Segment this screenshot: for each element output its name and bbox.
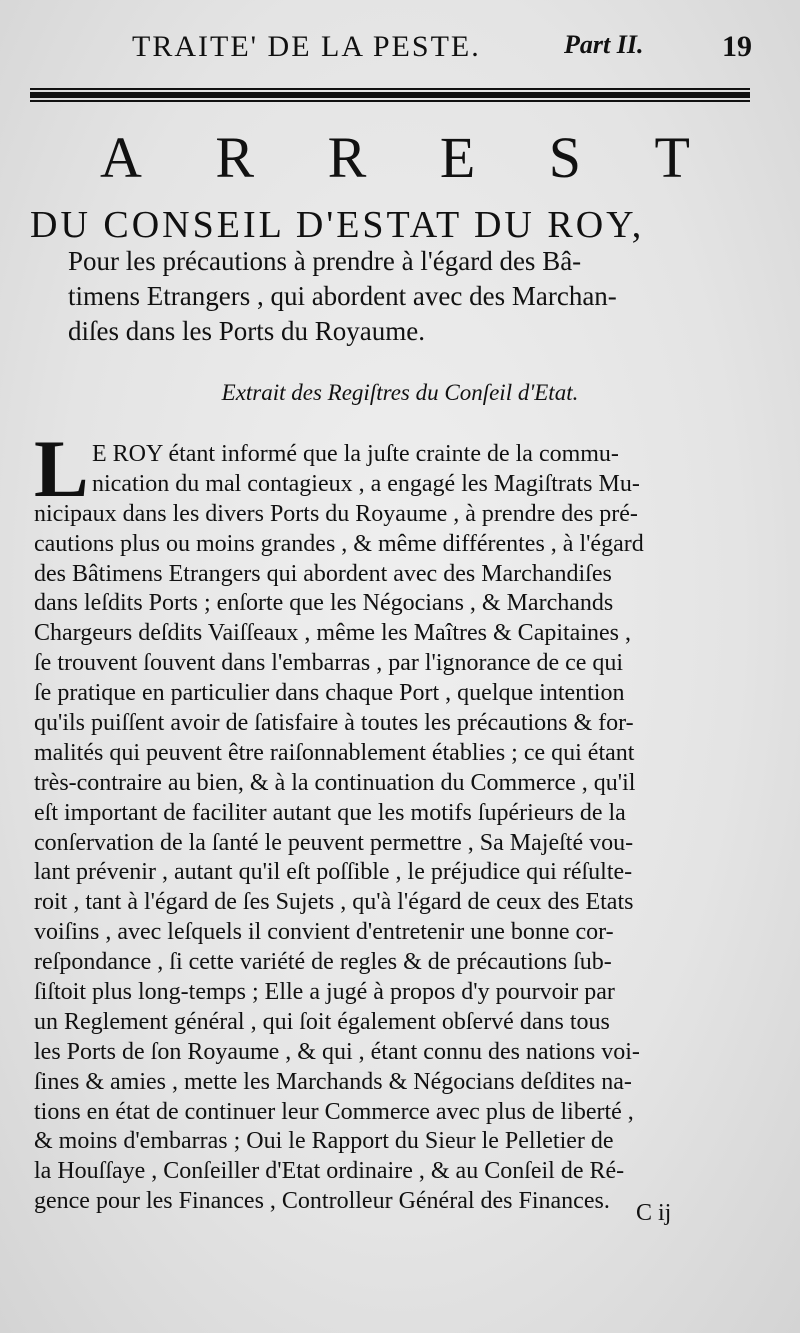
body-line: les Ports de ſon Royaume , & qui , étant connu des nations voi-	[34, 1038, 640, 1065]
body-line: un Reglement général , qui ſoit également obſervé dans tous	[34, 1008, 610, 1035]
body-line: ſiſtoit plus long-temps ; Elle a jugé à propos d'y pourvoir par	[34, 979, 615, 1006]
catchword: C ij	[636, 1200, 672, 1226]
body-line: dans leſdits Ports ; enſorte que les Négocians , & Marchands	[34, 590, 614, 617]
arrest-letter: R	[215, 125, 255, 190]
body-line: eſt important de faciliter autant que les motifs ſupérieurs de la	[34, 799, 626, 826]
subtitle-line: diſes dans les Ports du Royaume.	[68, 316, 425, 346]
arrest-letter: S	[548, 125, 582, 190]
body-line: E ROY étant informé que la juſte crainte de la commu-	[92, 441, 619, 467]
body-line: conſervation de la ſanté le peuvent permettre , Sa Majeſté vou-	[34, 829, 634, 856]
arrest-letter: R	[327, 125, 367, 190]
arrest-heading	[100, 125, 690, 190]
body-line: ſe pratique en particulier dans chaque Port , quelque intention	[34, 680, 625, 707]
page-number: 19	[722, 30, 752, 63]
body-line: malités qui peuvent être raiſonnablement établies ; ce qui étant	[34, 739, 635, 766]
body-line: ſines & amies , mette les Marchands & Négocians deſdites na-	[34, 1068, 632, 1095]
body-line: roit , tant à l'égard de ſes Sujets , qu'à l'égard de ceux des Etats	[34, 889, 634, 916]
body-text	[34, 440, 764, 1217]
arrest-letter: E	[439, 125, 476, 190]
body-line: cautions plus ou moins grandes , & même différentes , à l'égard	[34, 530, 644, 557]
body-line: tions en état de continuer leur Commerce avec plus de liberté ,	[34, 1098, 634, 1125]
running-head-title: TRAITE' DE LA PESTE.	[132, 30, 481, 63]
running-head-part: Part II.	[564, 30, 644, 59]
body-line: nication du mal contagieux , a engagé les Magiſtrats Mu-	[92, 470, 640, 497]
body-line: gence pour les Finances , Controlleur Général des Finances.	[34, 1188, 610, 1215]
subtitle-line: Pour les précautions à prendre à l'égard des Bâ-	[68, 246, 582, 276]
arrest-letter: T	[654, 125, 690, 190]
running-head	[0, 26, 800, 66]
body-line: la Houſſaye , Conſeiller d'Etat ordinaire , & au Conſeil de Ré-	[34, 1158, 625, 1185]
extract-line: Extrait des Regiſtres du Conſeil d'Etat.	[221, 380, 579, 405]
header-rule	[30, 88, 750, 102]
body-line: lant prévenir , autant qu'il eſt poſſible , le préjudice qui réſulte-	[34, 859, 633, 886]
body-line: des Bâtimens Etrangers qui abordent avec des Marchandiſes	[34, 560, 612, 587]
body-line: nicipaux dans les divers Ports du Royaume , à prendre des pré-	[34, 500, 638, 527]
arrest-letter: A	[100, 125, 142, 190]
subtitle	[68, 244, 768, 349]
drop-cap: L	[34, 423, 89, 514]
council-heading: DU CONSEIL D'ESTAT DU ROY,	[30, 204, 645, 246]
body-line: très-contraire au bien, & à la continuation du Commerce , qu'il	[34, 769, 636, 796]
body-line: voiſins , avec leſquels il convient d'entretenir une bonne cor-	[34, 919, 614, 946]
body-line: qu'ils puiſſent avoir de ſatisfaire à toutes les précautions & for-	[34, 710, 634, 737]
body-line: Chargeurs deſdits Vaiſſeaux , même les Maîtres & Capitaines ,	[34, 620, 631, 647]
body-line: ſe trouvent ſouvent dans l'embarras , par l'ignorance de ce qui	[34, 650, 624, 677]
body-line: & moins d'embarras ; Oui le Rapport du Sieur le Pelletier de	[34, 1128, 614, 1155]
subtitle-line: timens Etrangers , qui abordent avec des Marchan-	[68, 281, 617, 311]
body-line: reſpondance , ſi cette variété de regles & de précautions ſub-	[34, 949, 612, 976]
